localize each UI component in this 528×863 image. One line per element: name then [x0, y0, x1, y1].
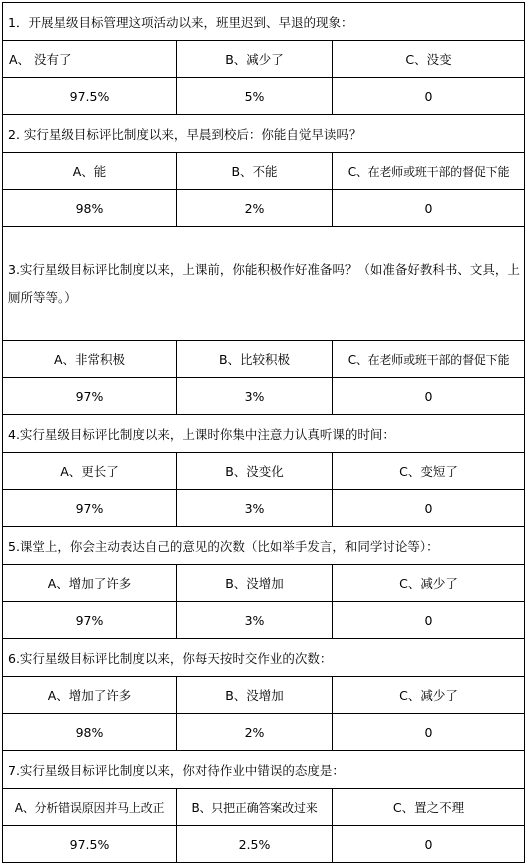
option-a: A、增加了许多 [3, 565, 177, 602]
question-title: 3.实行星级目标评比制度以来，上课前，你能积极作好准备吗？（如准备好教科书、文具，上厕所等等。） [3, 227, 525, 341]
value-a: 97.5% [3, 826, 177, 863]
value-c: 0 [333, 714, 525, 751]
value-b: 5% [177, 78, 333, 115]
question-title: 6.实行星级目标评比制度以来，你每天按时交作业的次数： [3, 639, 525, 677]
value-c: 0 [333, 490, 525, 527]
question-row [3, 3, 525, 41]
question-row [3, 527, 525, 565]
option-c: C、置之不理 [333, 789, 525, 826]
options-row [3, 41, 525, 78]
option-c: C、在老师或班干部的督促下能 [333, 341, 525, 378]
option-c: C、减少了 [333, 565, 525, 602]
values-row [3, 826, 525, 863]
options-row [3, 153, 525, 190]
value-b: 2.5% [177, 826, 333, 863]
value-b: 2% [177, 714, 333, 751]
question-row [3, 415, 525, 453]
option-a: A、分析错误原因并马上改正 [3, 789, 177, 826]
values-row [3, 490, 525, 527]
value-c: 0 [333, 190, 525, 227]
survey-table [2, 2, 525, 863]
option-a: A、能 [3, 153, 177, 190]
value-a: 97% [3, 378, 177, 415]
value-b: 3% [177, 378, 333, 415]
values-row [3, 78, 525, 115]
value-c: 0 [333, 378, 525, 415]
option-c: C、在老师或班干部的督促下能 [333, 153, 525, 190]
option-a: A、增加了许多 [3, 677, 177, 714]
option-b: B、没增加 [177, 677, 333, 714]
question-title: 4.实行星级目标评比制度以来，上课时你集中注意力认真听课的时间： [3, 415, 525, 453]
question-row [3, 115, 525, 153]
option-c: C、变短了 [333, 453, 525, 490]
value-a: 97% [3, 490, 177, 527]
values-row [3, 714, 525, 751]
value-b: 2% [177, 190, 333, 227]
option-b: B、没增加 [177, 565, 333, 602]
options-row [3, 565, 525, 602]
question-row [3, 639, 525, 677]
value-a: 98% [3, 190, 177, 227]
value-c: 0 [333, 826, 525, 863]
option-a: A、 没有了 [3, 41, 177, 78]
option-b: B、减少了 [177, 41, 333, 78]
question-row [3, 751, 525, 789]
values-row [3, 602, 525, 639]
value-b: 3% [177, 490, 333, 527]
option-a: A、非常积极 [3, 341, 177, 378]
values-row [3, 190, 525, 227]
option-b: B、没变化 [177, 453, 333, 490]
option-c: C、减少了 [333, 677, 525, 714]
options-row [3, 341, 525, 378]
value-c: 0 [333, 602, 525, 639]
question-title: 5.课堂上，你会主动表达自己的意见的次数（比如举手发言，和同学讨论等）： [3, 527, 525, 565]
options-row [3, 677, 525, 714]
options-row [3, 453, 525, 490]
value-b: 3% [177, 602, 333, 639]
question-title: 7.实行星级目标评比制度以来，你对待作业中错误的态度是： [3, 751, 525, 789]
question-title: 2. 实行星级目标评比制度以来，早晨到校后：你能自觉早读吗？ [3, 115, 525, 153]
option-b: B、比较积极 [177, 341, 333, 378]
value-c: 0 [333, 78, 525, 115]
value-a: 97.5% [3, 78, 177, 115]
question-row [3, 227, 525, 341]
value-a: 97% [3, 602, 177, 639]
option-a: A、更长了 [3, 453, 177, 490]
option-b: B、只把正确答案改过来 [177, 789, 333, 826]
option-b: B、不能 [177, 153, 333, 190]
question-title: 1．开展星级目标管理这项活动以来，班里迟到、早退的现象： [3, 3, 525, 41]
value-a: 98% [3, 714, 177, 751]
values-row [3, 378, 525, 415]
option-c: C、没变 [333, 41, 525, 78]
options-row [3, 789, 525, 826]
